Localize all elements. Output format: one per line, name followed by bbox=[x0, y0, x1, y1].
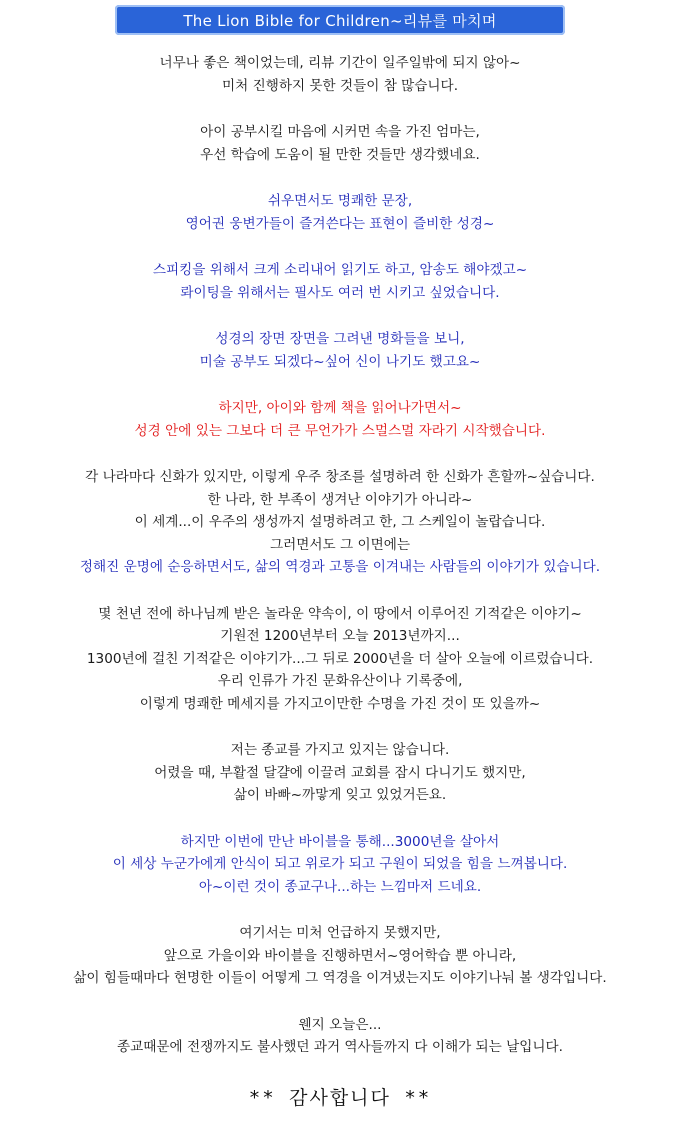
text-line: 아~이런 것이 종교구나...하는 느낌마저 드네요. bbox=[198, 878, 482, 895]
text-line: 이렇게 명쾌한 메세지를 가지고이만한 수명을 가진 것이 또 있을까~ bbox=[139, 695, 541, 712]
paragraph bbox=[0, 739, 680, 807]
text-line: 롸이팅을 위해서는 필사도 여러 번 시키고 싶었습니다. bbox=[180, 284, 500, 301]
text-line: 이 세상 누군가에게 안식이 되고 위로가 되고 구원이 되었을 힘을 느껴봅니다. bbox=[112, 856, 568, 872]
text-line: 1300년에 걸친 기적같은 이야기가...그 뒤로 2000년을 더 살아 오늘에 이르렀습니다. bbox=[86, 650, 594, 667]
paragraph bbox=[0, 190, 680, 235]
paragraph bbox=[0, 922, 680, 990]
text-line: 아이 공부시킬 마음에 시커먼 속을 가진 엄마는, bbox=[200, 124, 480, 140]
text-line: 웬지 오늘은... bbox=[298, 1016, 382, 1033]
text-line: 성경 안에 있는 그보다 더 큰 무언가가 스멀스멀 자라기 시작했습니다. bbox=[134, 422, 546, 439]
text-line: 미술 공부도 되겠다~싶어 신이 나기도 했고요~ bbox=[199, 353, 481, 370]
paragraph bbox=[0, 328, 680, 373]
text-line: 삶이 바빠~까맣게 잊고 있었거든요. bbox=[233, 787, 447, 803]
text-line: 기원전 1200년부터 오늘 2013년까지... bbox=[220, 628, 460, 644]
text-line: 저는 종교를 가지고 있지는 않습니다. bbox=[230, 742, 450, 758]
text-line: 종교때문에 전쟁까지도 불사했던 과거 역사들까지 다 이해가 되는 날입니다. bbox=[117, 1039, 563, 1055]
text-line: 어렸을 때, 부활절 달걀에 이끌려 교회를 잠시 다니기도 했지만, bbox=[154, 764, 526, 781]
text-line: 우선 학습에 도움이 될 만한 것들만 생각했네요. bbox=[200, 146, 480, 163]
paragraph bbox=[0, 397, 680, 442]
text-line: 스피킹을 위해서 크게 소리내어 읽기도 하고, 암송도 해야겠고~ bbox=[152, 262, 528, 278]
page-title: The Lion Bible for Children~리뷰를 마치며 bbox=[183, 11, 497, 30]
text-line: 여기서는 미처 언급하지 못했지만, bbox=[239, 925, 441, 941]
paragraph bbox=[0, 52, 680, 97]
text-line: 미처 진행하지 못한 것들이 참 많습니다. bbox=[221, 77, 459, 94]
text-line: 하지만 이번에 만난 바이블을 통해...3000년을 살아서 bbox=[180, 833, 500, 850]
closing-thanks: ** 감사합니다 ** bbox=[248, 1086, 432, 1109]
text-line: 삶이 힘들때마다 현명한 이들이 어떻게 그 역경을 이겨냈는지도 이야기나눠 볼 생각입니다. bbox=[73, 970, 607, 986]
text-line: 한 나라, 한 부족이 생겨난 이야기가 아니라~ bbox=[207, 491, 473, 508]
text-line: 앞으로 가을이와 바이블을 진행하면서~영어학습 뿐 아니라, bbox=[163, 947, 517, 964]
paragraph bbox=[0, 466, 680, 579]
paragraph bbox=[0, 1014, 680, 1059]
paragraph bbox=[0, 259, 680, 304]
text-line: 성경의 장면 장면을 그려낸 명화들을 보니, bbox=[215, 331, 465, 347]
text-line: 영어권 웅변가들이 즐겨쓴다는 표현이 즐비한 성경~ bbox=[185, 215, 495, 232]
text-line: 각 나라마다 신화가 있지만, 이렇게 우주 창조를 설명하려 한 신화가 흔할까~싶습니다. bbox=[85, 469, 595, 485]
text-line: 쉬우면서도 명쾌한 문장, bbox=[267, 193, 413, 209]
paragraph bbox=[0, 121, 680, 166]
text-line: 이 세계...이 우주의 생성까지 설명하려고 한, 그 스케일이 놀랍습니다. bbox=[134, 514, 546, 530]
text-line: 그러면서도 그 이면에는 bbox=[270, 536, 410, 553]
paragraph bbox=[0, 831, 680, 899]
text-line: 우리 인류가 가진 문화유산이나 기록중에, bbox=[217, 673, 463, 689]
text-line: 정해진 운명에 순응하면서도, 삶의 역경과 고통을 이겨내는 사람들의 이야기가 있습니다. bbox=[79, 559, 601, 575]
text-line: 너무나 좋은 책이었는데, 리뷰 기간이 일주일밖에 되지 않아~ bbox=[159, 55, 521, 71]
text-line: 몇 천년 전에 하나님께 받은 놀라운 약속이, 이 땅에서 이루어진 기적같은 이야기~ bbox=[98, 605, 582, 622]
review-body bbox=[0, 52, 680, 1110]
text-line: 하지만, 아이와 함께 책을 읽어나가면서~ bbox=[218, 400, 462, 416]
title-banner bbox=[115, 5, 565, 35]
paragraph bbox=[0, 603, 680, 716]
